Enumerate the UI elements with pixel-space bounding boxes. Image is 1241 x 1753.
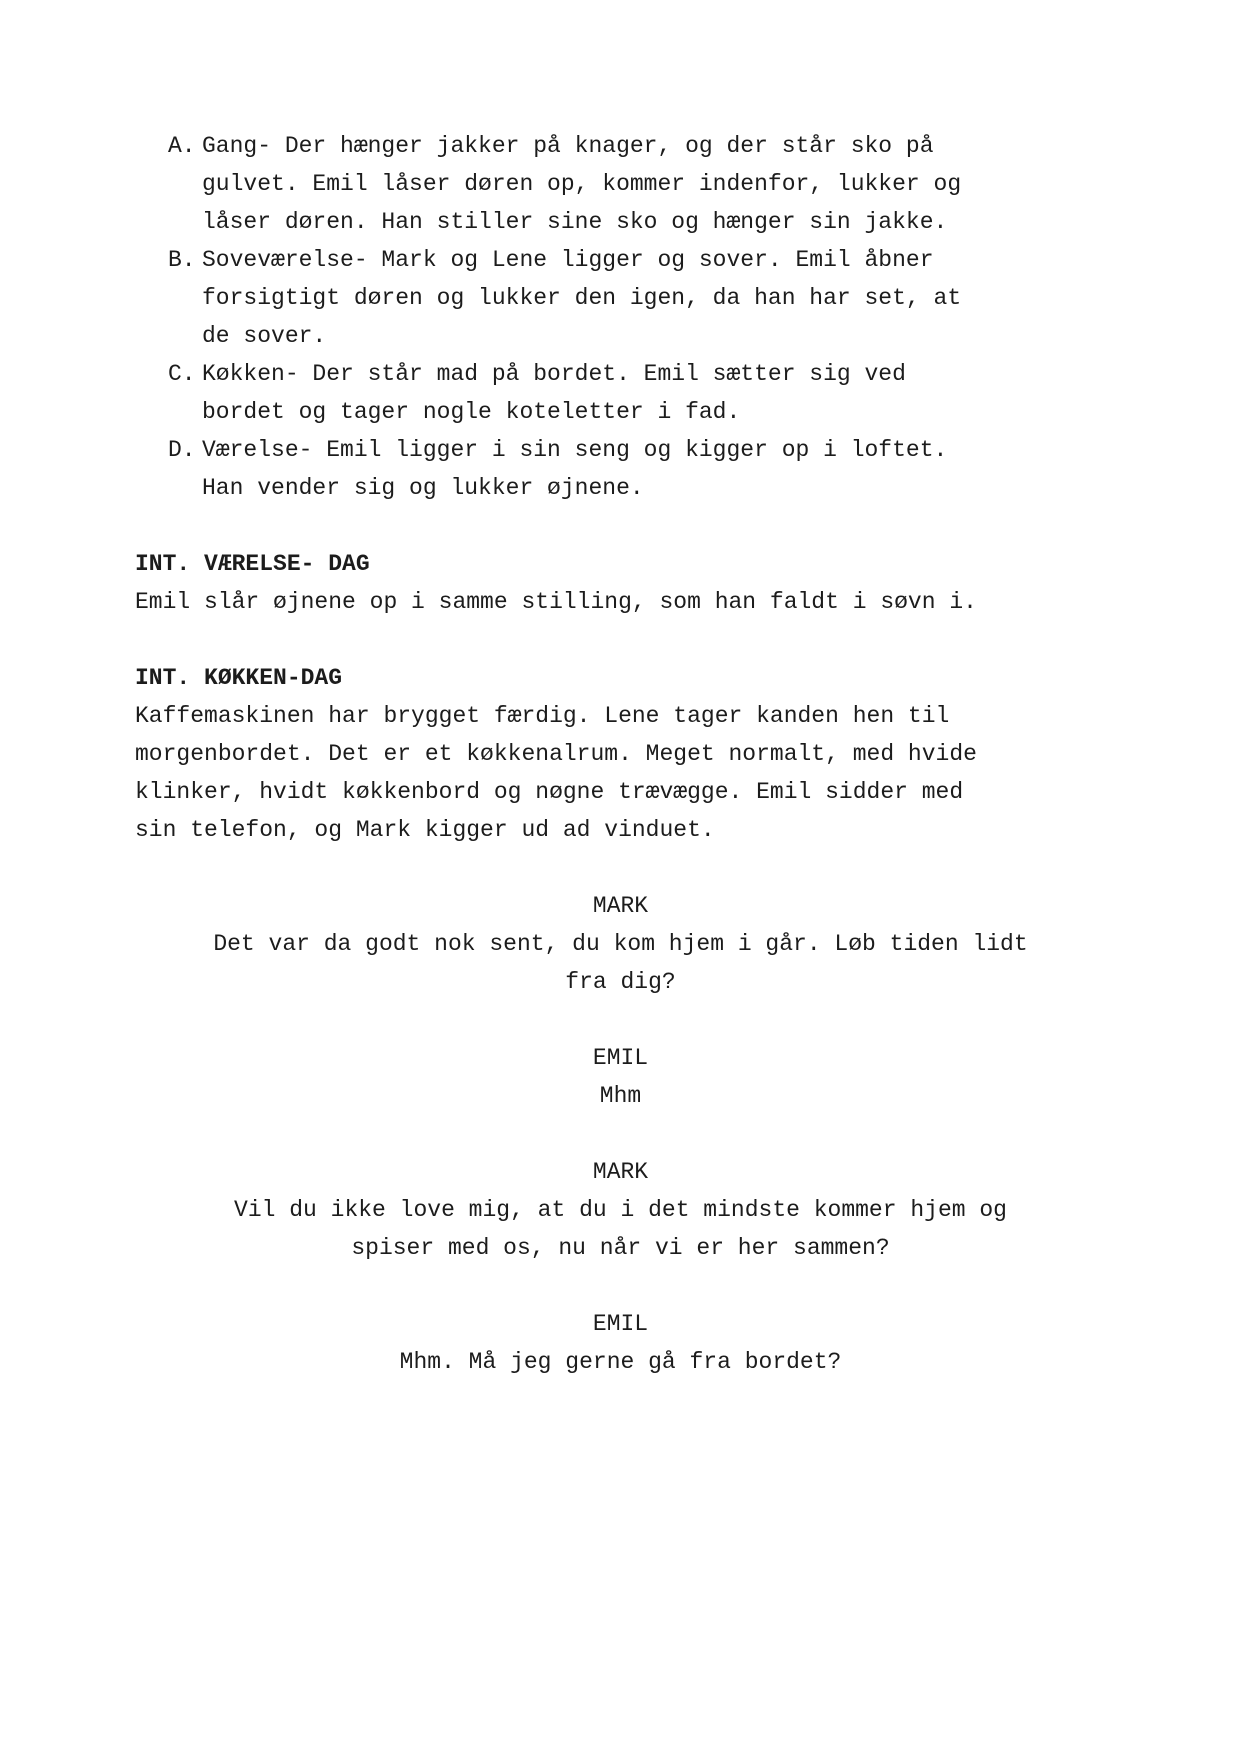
dialogue-line: Det var da godt nok sent, du kom hjem i går. Løb tiden lidt <box>213 931 1028 957</box>
dialogue-line: fra dig? <box>565 969 676 995</box>
character-name: EMIL <box>592 1045 649 1071</box>
scene-heading: INT. KØKKEN-DAG <box>135 665 343 691</box>
list-item-text: bordet og tager nogle koteletter i fad. <box>202 399 741 425</box>
list-marker: B. <box>168 247 196 273</box>
list-marker: C. <box>168 361 196 387</box>
dialogue-line: Vil du ikke love mig, at du i det mindste kommer hjem og <box>234 1197 1007 1223</box>
dialogue-line: Mhm <box>599 1083 642 1109</box>
list-item-text: Soveværelse- Mark og Lene ligger og sover. Emil åbner <box>202 247 934 273</box>
character-name: EMIL <box>592 1311 649 1337</box>
list-item-text: Værelse- Emil ligger i sin seng og kigger op i loftet. <box>202 437 948 463</box>
scene-heading: INT. VÆRELSE- DAG <box>135 551 370 577</box>
list-item-text: Han vender sig og lukker øjnene. <box>202 475 644 501</box>
list-marker: A. <box>168 133 196 159</box>
character-name: MARK <box>592 1159 649 1185</box>
dialogue-line: Mhm. Må jeg gerne gå fra bordet? <box>399 1349 842 1375</box>
action-line: klinker, hvidt køkkenbord og nøgne trævægge. Emil sidder med <box>135 779 964 805</box>
list-item-text: de sover. <box>202 323 327 349</box>
list-marker: D. <box>168 437 196 463</box>
action-line: morgenbordet. Det er et køkkenalrum. Meget normalt, med hvide <box>135 741 977 767</box>
dialogue-line: spiser med os, nu når vi er her sammen? <box>351 1235 890 1261</box>
list-item-text: forsigtigt døren og lukker den igen, da han har set, at <box>202 285 962 311</box>
list-item-text: låser døren. Han stiller sine sko og hænger sin jakke. <box>202 209 948 235</box>
list-item-text: Gang- Der hænger jakker på knager, og der står sko på <box>202 133 934 159</box>
list-item-text: gulvet. Emil låser døren op, kommer indenfor, lukker og <box>202 171 962 197</box>
action-line: Kaffemaskinen har brygget færdig. Lene tager kanden hen til <box>135 703 950 729</box>
action-line: sin telefon, og Mark kigger ud ad vinduet. <box>135 817 715 843</box>
character-name: MARK <box>592 893 649 919</box>
list-item-text: Køkken- Der står mad på bordet. Emil sætter sig ved <box>202 361 906 387</box>
action-line: Emil slår øjnene op i samme stilling, som han faldt i søvn i. <box>135 589 977 615</box>
